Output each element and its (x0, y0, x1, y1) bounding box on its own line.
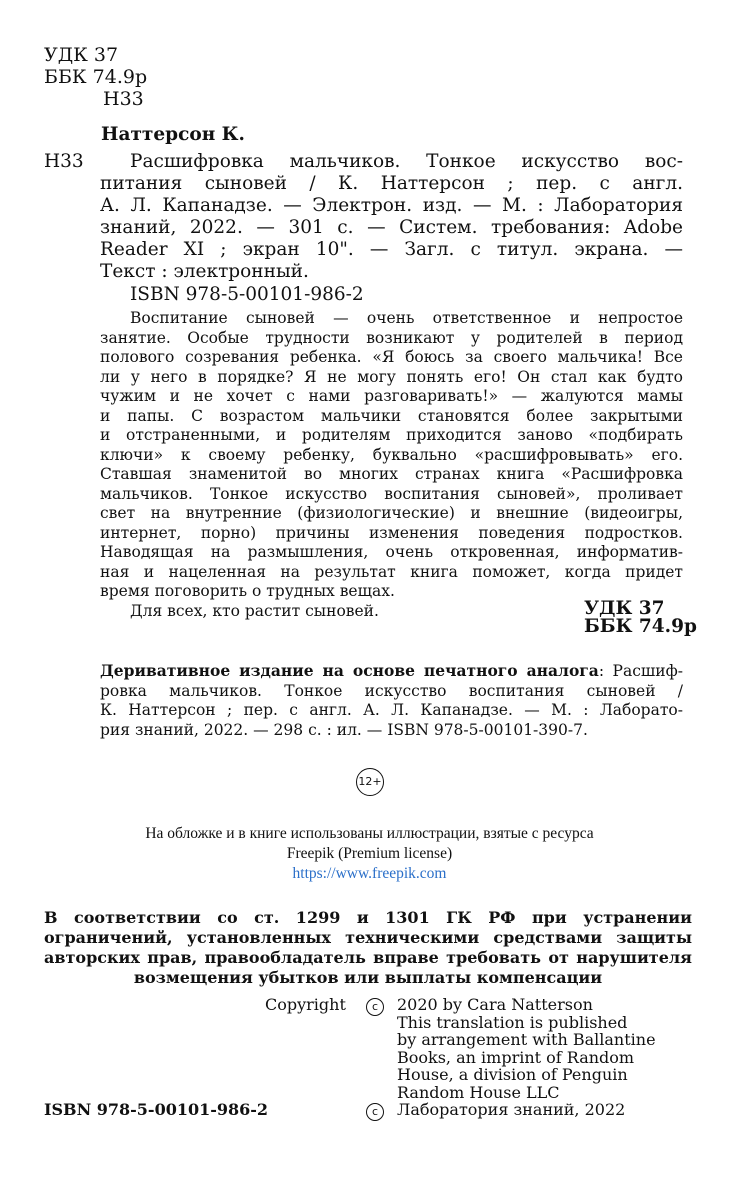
warning-line: ограничений, установленных техническими средствами защиты (44, 928, 692, 947)
copyright-line: 2020 by Cara Natterson (397, 995, 593, 1014)
legal-warning (44, 908, 692, 988)
copyright-symbol-icon: c (366, 996, 384, 1016)
author-heading: Наттерсон К. (101, 124, 245, 145)
derivative-line: рия знаний, 2022. — 298 с. : ил. — ISBN 978-5-00101-390-7. (100, 720, 588, 739)
author-sign: Н33 (103, 88, 144, 110)
record-line: А. Л. Капанадзе. — Электрон. изд. — М. : Лаборатория (100, 195, 683, 216)
warning-line: возмещения убытков или выплаты компенсации (133, 968, 603, 987)
bottom-isbn: ISBN 978-5-00101-986-2 (44, 1100, 269, 1119)
record-line: питания сыновей / К. Наттерсон ; пер. с англ. (100, 173, 683, 194)
copyright-line: House, a division of Penguin (397, 1065, 628, 1084)
copyright-line: by arrangement with Ballantine (397, 1030, 656, 1049)
annotation-line: ключи» к своему ребенку, буквально «расшифровывать» его. (100, 445, 683, 464)
annotation-line: Ставшая знаменитой во многих странах книга «Расшифровка (100, 465, 683, 483)
copyright-line: This translation is published (397, 1012, 628, 1032)
annotation-line: Наводящая на размышления, очень откровенная, информатив- (100, 543, 683, 561)
warning-line: авторских прав, правообладатель вправе требовать от нарушителя (44, 948, 692, 967)
record-line: Текст : электронный. (100, 261, 309, 282)
annotation (100, 309, 683, 621)
annotation-line: свет на внутренние (физиологические) и внешние (видеоигры, (100, 504, 683, 522)
annotation-line: ли у него в порядке? Я не могу понять его! Он стал как будто (100, 367, 683, 386)
record-body (100, 173, 683, 283)
derivative-note (100, 661, 683, 740)
record-line: Расшифровка мальчиков. Тонкое искусство вос- (130, 151, 683, 172)
annotation-line: и отстраненными, и родителям приходится заново «подбирать (100, 426, 683, 444)
freepik-license: Freepik (Premium license) (286, 845, 453, 862)
right-udk: УДК 37 (584, 598, 665, 619)
annotation-line: и папы. С возрастом мальчики становятся более закрытыми (100, 406, 683, 425)
copyright-label: Copyright (265, 995, 346, 1014)
annotation-line: время поговорить о трудных вещах. (100, 582, 395, 600)
freepik-url-wrap (0, 864, 739, 884)
annotation-line: интернет, порно) причины изменения поведения подростков. (100, 523, 683, 542)
copyright-symbol-icon: c (366, 1101, 384, 1121)
age-rating-badge: 12+ (356, 768, 384, 796)
annotation-line: мальчиков. Тонкое искусство воспитания сыновей», проливает (100, 484, 683, 503)
freepik-link[interactable]: https://www.freepik.com (292, 865, 447, 882)
derivative-line: К. Наттерсон ; пер. с англ. А. Л. Капанадзе. — М. : Лаборато- (100, 701, 683, 719)
annotation-line: полового созревания ребенка. «Я боюсь за своего мальчика! Все (100, 348, 683, 366)
record-line: Reader XI ; экран 10". — Загл. с титул. экрана. — (100, 239, 683, 260)
record-isbn: ISBN 978-5-00101-986-2 (130, 284, 364, 305)
udk-code: УДК 37 (44, 44, 119, 66)
illustrations-credit: На обложке и в книге использованы иллюстрации, взятые с ресурса (145, 825, 594, 842)
annotation-line: чужим и не хочет с нами разговаривать!» — жалуются мамы (100, 387, 683, 405)
right-bbk: ББК 74.9р (584, 616, 697, 637)
bbk-code: ББК 74.9р (44, 66, 148, 88)
warning-line: В соответствии со ст. 1299 и 1301 ГК РФ при устранении (44, 908, 692, 927)
record-first-line-wrap (130, 151, 683, 173)
annotation-line: Воспитание сыновей — очень ответственное и непростое (130, 309, 683, 327)
annotation-line: ная и нацеленная на результат книга поможет, когда придет (100, 562, 683, 581)
annotation-line: занятие. Особые трудности возникают у родителей в период (100, 328, 683, 347)
copyright-line: Random House LLC (397, 1082, 560, 1102)
derivative-line1-rest: : Расшиф- (598, 662, 683, 680)
derivative-line: ровка мальчиков. Тонкое искусство воспитания сыновей / (100, 681, 683, 700)
derivative-line (100, 661, 683, 682)
record-sign: Н33 (44, 151, 84, 172)
publisher-copyright: Лаборатория знаний, 2022 (397, 1100, 626, 1119)
audience-line: Для всех, кто растит сыновей. (130, 601, 379, 620)
copyright-notice (397, 996, 656, 1101)
record-line: знаний, 2022. — 301 с. — Систем. требования: Adobe (100, 217, 683, 238)
derivative-lead: Деривативное издание на основе печатного аналога (100, 661, 599, 680)
copyright-line: Books, an imprint of Random (397, 1047, 635, 1067)
